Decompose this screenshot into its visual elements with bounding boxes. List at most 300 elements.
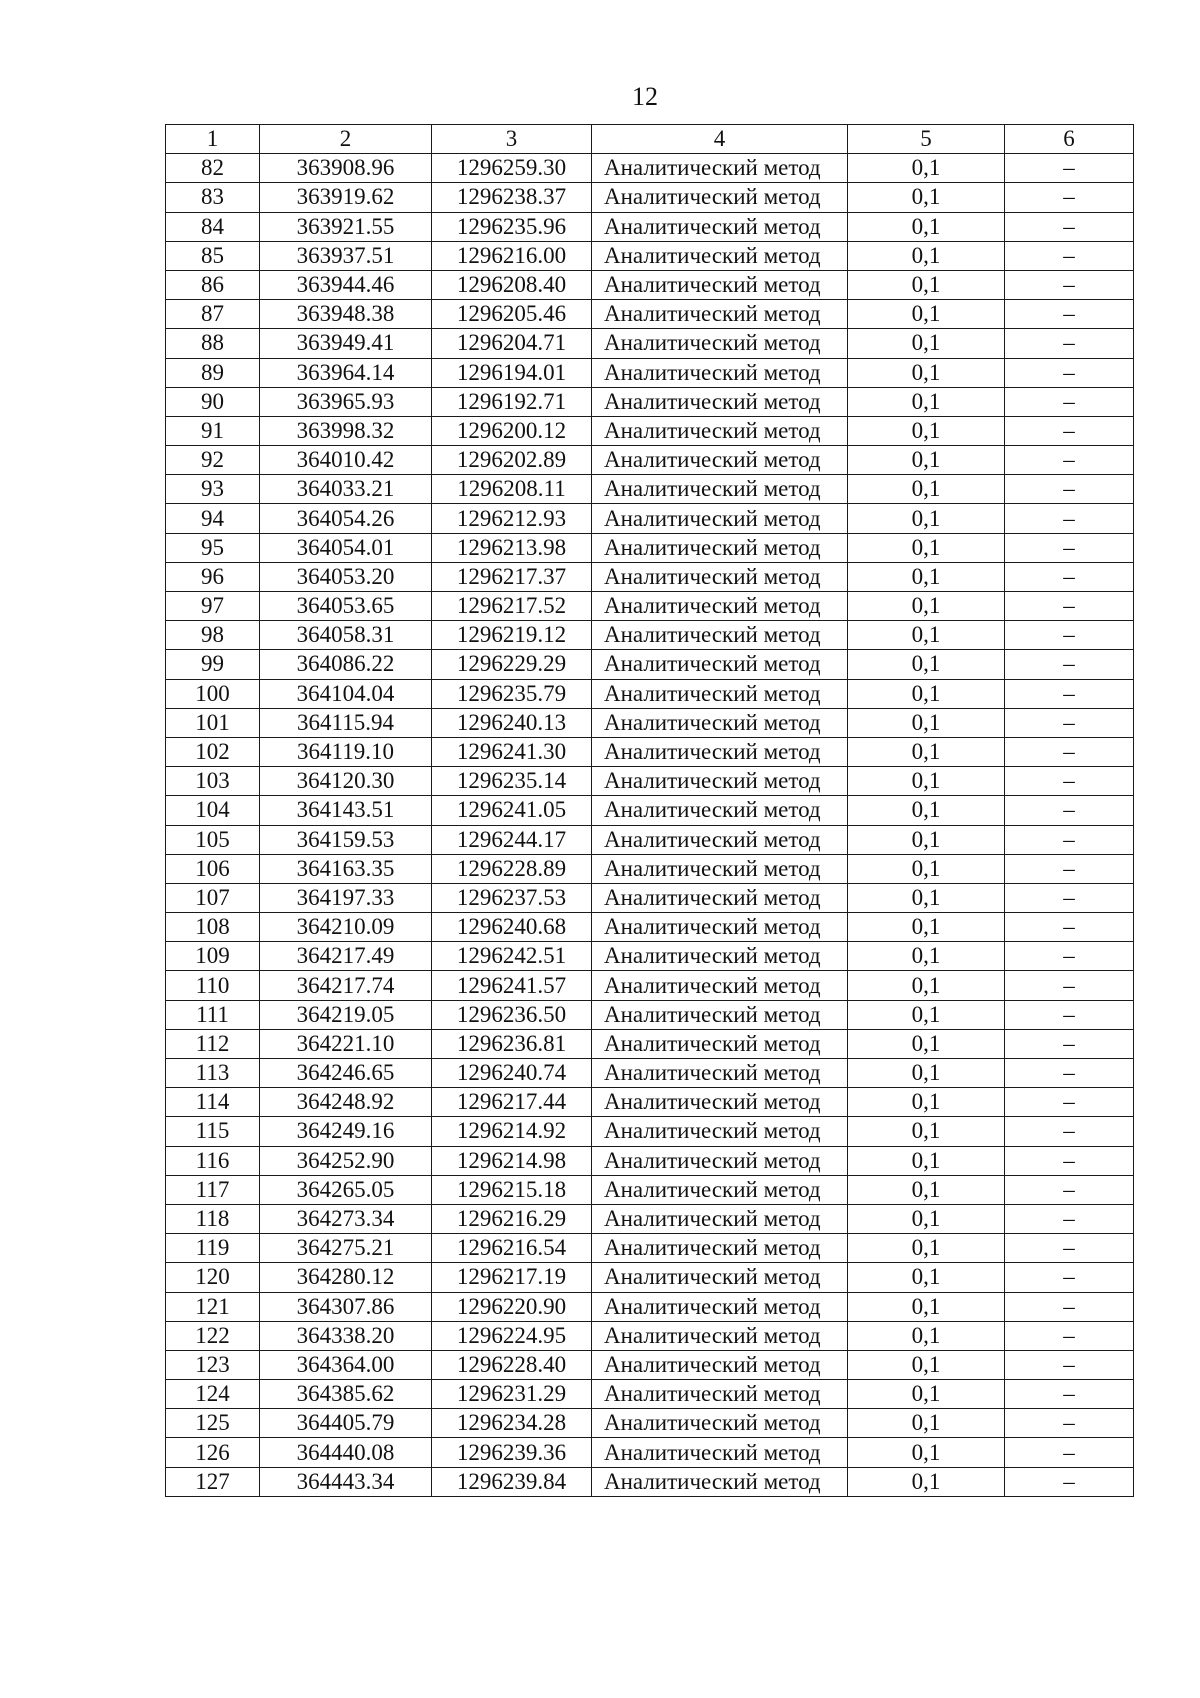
x-coordinate-cell: 364338.20 (260, 1321, 432, 1350)
point-number-cell: 91 (166, 416, 260, 445)
method-cell: Аналитический метод (592, 621, 848, 650)
column-header-4: 4 (592, 125, 848, 154)
y-coordinate-cell: 1296214.92 (432, 1117, 592, 1146)
point-number-cell: 103 (166, 767, 260, 796)
x-coordinate-cell: 364248.92 (260, 1088, 432, 1117)
note-cell: – (1005, 1292, 1134, 1321)
y-coordinate-cell: 1296216.29 (432, 1204, 592, 1233)
note-cell: – (1005, 300, 1134, 329)
point-number-cell: 94 (166, 504, 260, 533)
accuracy-cell: 0,1 (848, 1146, 1005, 1175)
point-number-cell: 115 (166, 1117, 260, 1146)
point-number-cell: 88 (166, 329, 260, 358)
accuracy-cell: 0,1 (848, 300, 1005, 329)
accuracy-cell: 0,1 (848, 1321, 1005, 1350)
point-number-cell: 125 (166, 1409, 260, 1438)
method-cell: Аналитический метод (592, 1263, 848, 1292)
method-cell: Аналитический метод (592, 796, 848, 825)
y-coordinate-cell: 1296219.12 (432, 621, 592, 650)
accuracy-cell: 0,1 (848, 737, 1005, 766)
accuracy-cell: 0,1 (848, 475, 1005, 504)
y-coordinate-cell: 1296217.52 (432, 592, 592, 621)
x-coordinate-cell: 363949.41 (260, 329, 432, 358)
column-header-3: 3 (432, 125, 592, 154)
accuracy-cell: 0,1 (848, 592, 1005, 621)
table-row (166, 533, 1134, 562)
x-coordinate-cell: 363921.55 (260, 212, 432, 241)
x-coordinate-cell: 363908.96 (260, 154, 432, 183)
table-row (166, 1175, 1134, 1204)
point-number-cell: 101 (166, 708, 260, 737)
y-coordinate-cell: 1296192.71 (432, 387, 592, 416)
point-number-cell: 96 (166, 562, 260, 591)
point-number-cell: 105 (166, 825, 260, 854)
table-row (166, 1234, 1134, 1263)
method-cell: Аналитический метод (592, 154, 848, 183)
x-coordinate-cell: 364219.05 (260, 1000, 432, 1029)
y-coordinate-cell: 1296229.29 (432, 650, 592, 679)
note-cell: – (1005, 825, 1134, 854)
x-coordinate-cell: 364053.65 (260, 592, 432, 621)
x-coordinate-cell: 364252.90 (260, 1146, 432, 1175)
x-coordinate-cell: 364443.34 (260, 1467, 432, 1496)
note-cell: – (1005, 708, 1134, 737)
table-row (166, 708, 1134, 737)
point-number-cell: 99 (166, 650, 260, 679)
accuracy-cell: 0,1 (848, 562, 1005, 591)
method-cell: Аналитический метод (592, 329, 848, 358)
x-coordinate-cell: 363964.14 (260, 358, 432, 387)
x-coordinate-cell: 364058.31 (260, 621, 432, 650)
table-row (166, 825, 1134, 854)
note-cell: – (1005, 1029, 1134, 1058)
note-cell: – (1005, 1146, 1134, 1175)
table-row (166, 504, 1134, 533)
y-coordinate-cell: 1296228.40 (432, 1350, 592, 1379)
point-number-cell: 121 (166, 1292, 260, 1321)
x-coordinate-cell: 364163.35 (260, 854, 432, 883)
y-coordinate-cell: 1296216.54 (432, 1234, 592, 1263)
note-cell: – (1005, 1438, 1134, 1467)
method-cell: Аналитический метод (592, 300, 848, 329)
table-row (166, 183, 1134, 212)
table-row (166, 679, 1134, 708)
y-coordinate-cell: 1296237.53 (432, 883, 592, 912)
method-cell: Аналитический метод (592, 1467, 848, 1496)
table-row (166, 1000, 1134, 1029)
y-coordinate-cell: 1296236.50 (432, 1000, 592, 1029)
note-cell: – (1005, 212, 1134, 241)
y-coordinate-cell: 1296244.17 (432, 825, 592, 854)
note-cell: – (1005, 475, 1134, 504)
accuracy-cell: 0,1 (848, 387, 1005, 416)
table-row (166, 1438, 1134, 1467)
y-coordinate-cell: 1296240.13 (432, 708, 592, 737)
method-cell: Аналитический метод (592, 1175, 848, 1204)
method-cell: Аналитический метод (592, 183, 848, 212)
point-number-cell: 111 (166, 1000, 260, 1029)
y-coordinate-cell: 1296217.19 (432, 1263, 592, 1292)
x-coordinate-cell: 363965.93 (260, 387, 432, 416)
x-coordinate-cell: 363937.51 (260, 241, 432, 270)
table-row (166, 446, 1134, 475)
method-cell: Аналитический метод (592, 358, 848, 387)
table-row (166, 1409, 1134, 1438)
x-coordinate-cell: 363944.46 (260, 270, 432, 299)
accuracy-cell: 0,1 (848, 1000, 1005, 1029)
accuracy-cell: 0,1 (848, 708, 1005, 737)
note-cell: – (1005, 270, 1134, 299)
table-row (166, 1263, 1134, 1292)
y-coordinate-cell: 1296205.46 (432, 300, 592, 329)
y-coordinate-cell: 1296204.71 (432, 329, 592, 358)
method-cell: Аналитический метод (592, 971, 848, 1000)
point-number-cell: 127 (166, 1467, 260, 1496)
note-cell: – (1005, 1321, 1134, 1350)
accuracy-cell: 0,1 (848, 1409, 1005, 1438)
accuracy-cell: 0,1 (848, 621, 1005, 650)
accuracy-cell: 0,1 (848, 971, 1005, 1000)
accuracy-cell: 0,1 (848, 913, 1005, 942)
accuracy-cell: 0,1 (848, 1088, 1005, 1117)
note-cell: – (1005, 241, 1134, 270)
note-cell: – (1005, 446, 1134, 475)
method-cell: Аналитический метод (592, 913, 848, 942)
table-row (166, 971, 1134, 1000)
note-cell: – (1005, 913, 1134, 942)
table-row (166, 1321, 1134, 1350)
note-cell: – (1005, 942, 1134, 971)
table-row (166, 650, 1134, 679)
point-number-cell: 98 (166, 621, 260, 650)
accuracy-cell: 0,1 (848, 1380, 1005, 1409)
accuracy-cell: 0,1 (848, 942, 1005, 971)
y-coordinate-cell: 1296235.96 (432, 212, 592, 241)
method-cell: Аналитический метод (592, 504, 848, 533)
accuracy-cell: 0,1 (848, 825, 1005, 854)
y-coordinate-cell: 1296217.44 (432, 1088, 592, 1117)
point-number-cell: 112 (166, 1029, 260, 1058)
method-cell: Аналитический метод (592, 767, 848, 796)
note-cell: – (1005, 592, 1134, 621)
note-cell: – (1005, 679, 1134, 708)
point-number-cell: 117 (166, 1175, 260, 1204)
point-number-cell: 85 (166, 241, 260, 270)
table-row (166, 796, 1134, 825)
accuracy-cell: 0,1 (848, 1117, 1005, 1146)
note-cell: – (1005, 1467, 1134, 1496)
note-cell: – (1005, 1234, 1134, 1263)
table-row (166, 241, 1134, 270)
table-row (166, 1350, 1134, 1379)
accuracy-cell: 0,1 (848, 416, 1005, 445)
x-coordinate-cell: 364246.65 (260, 1059, 432, 1088)
x-coordinate-cell: 364210.09 (260, 913, 432, 942)
table-row (166, 942, 1134, 971)
x-coordinate-cell: 364273.34 (260, 1204, 432, 1233)
point-number-cell: 95 (166, 533, 260, 562)
method-cell: Аналитический метод (592, 942, 848, 971)
method-cell: Аналитический метод (592, 1350, 848, 1379)
table-row (166, 737, 1134, 766)
accuracy-cell: 0,1 (848, 1175, 1005, 1204)
accuracy-cell: 0,1 (848, 1438, 1005, 1467)
x-coordinate-cell: 363919.62 (260, 183, 432, 212)
x-coordinate-cell: 364217.74 (260, 971, 432, 1000)
accuracy-cell: 0,1 (848, 650, 1005, 679)
point-number-cell: 84 (166, 212, 260, 241)
column-header-1: 1 (166, 125, 260, 154)
point-number-cell: 110 (166, 971, 260, 1000)
note-cell: – (1005, 650, 1134, 679)
accuracy-cell: 0,1 (848, 679, 1005, 708)
x-coordinate-cell: 364119.10 (260, 737, 432, 766)
note-cell: – (1005, 533, 1134, 562)
method-cell: Аналитический метод (592, 1029, 848, 1058)
table-row (166, 1292, 1134, 1321)
y-coordinate-cell: 1296217.37 (432, 562, 592, 591)
method-cell: Аналитический метод (592, 1321, 848, 1350)
method-cell: Аналитический метод (592, 241, 848, 270)
accuracy-cell: 0,1 (848, 329, 1005, 358)
x-coordinate-cell: 364280.12 (260, 1263, 432, 1292)
accuracy-cell: 0,1 (848, 854, 1005, 883)
point-number-cell: 118 (166, 1204, 260, 1233)
accuracy-cell: 0,1 (848, 241, 1005, 270)
table-row (166, 154, 1134, 183)
accuracy-cell: 0,1 (848, 1204, 1005, 1233)
point-number-cell: 113 (166, 1059, 260, 1088)
note-cell: – (1005, 971, 1134, 1000)
column-header-5: 5 (848, 125, 1005, 154)
point-number-cell: 119 (166, 1234, 260, 1263)
point-number-cell: 87 (166, 300, 260, 329)
table-row (166, 854, 1134, 883)
y-coordinate-cell: 1296259.30 (432, 154, 592, 183)
y-coordinate-cell: 1296239.84 (432, 1467, 592, 1496)
table-row (166, 1059, 1134, 1088)
accuracy-cell: 0,1 (848, 270, 1005, 299)
y-coordinate-cell: 1296194.01 (432, 358, 592, 387)
y-coordinate-cell: 1296228.89 (432, 854, 592, 883)
note-cell: – (1005, 504, 1134, 533)
x-coordinate-cell: 364265.05 (260, 1175, 432, 1204)
table-row (166, 592, 1134, 621)
note-cell: – (1005, 883, 1134, 912)
point-number-cell: 92 (166, 446, 260, 475)
table-row (166, 621, 1134, 650)
x-coordinate-cell: 364159.53 (260, 825, 432, 854)
point-number-cell: 100 (166, 679, 260, 708)
note-cell: – (1005, 1409, 1134, 1438)
note-cell: – (1005, 1263, 1134, 1292)
note-cell: – (1005, 183, 1134, 212)
table-row (166, 883, 1134, 912)
point-number-cell: 122 (166, 1321, 260, 1350)
x-coordinate-cell: 364249.16 (260, 1117, 432, 1146)
x-coordinate-cell: 364221.10 (260, 1029, 432, 1058)
y-coordinate-cell: 1296231.29 (432, 1380, 592, 1409)
point-number-cell: 114 (166, 1088, 260, 1117)
accuracy-cell: 0,1 (848, 212, 1005, 241)
method-cell: Аналитический метод (592, 1059, 848, 1088)
table-row (166, 913, 1134, 942)
method-cell: Аналитический метод (592, 679, 848, 708)
table-row (166, 1467, 1134, 1496)
note-cell: – (1005, 1350, 1134, 1379)
point-number-cell: 89 (166, 358, 260, 387)
accuracy-cell: 0,1 (848, 1263, 1005, 1292)
note-cell: – (1005, 416, 1134, 445)
x-coordinate-cell: 364120.30 (260, 767, 432, 796)
method-cell: Аналитический метод (592, 737, 848, 766)
method-cell: Аналитический метод (592, 883, 848, 912)
point-number-cell: 123 (166, 1350, 260, 1379)
note-cell: – (1005, 1000, 1134, 1029)
method-cell: Аналитический метод (592, 387, 848, 416)
accuracy-cell: 0,1 (848, 358, 1005, 387)
y-coordinate-cell: 1296224.95 (432, 1321, 592, 1350)
point-number-cell: 83 (166, 183, 260, 212)
point-number-cell: 82 (166, 154, 260, 183)
x-coordinate-cell: 364054.26 (260, 504, 432, 533)
note-cell: – (1005, 358, 1134, 387)
x-coordinate-cell: 364405.79 (260, 1409, 432, 1438)
point-number-cell: 107 (166, 883, 260, 912)
method-cell: Аналитический метод (592, 1409, 848, 1438)
table-row (166, 1204, 1134, 1233)
y-coordinate-cell: 1296240.68 (432, 913, 592, 942)
note-cell: – (1005, 796, 1134, 825)
y-coordinate-cell: 1296235.79 (432, 679, 592, 708)
table-row (166, 416, 1134, 445)
x-coordinate-cell: 364143.51 (260, 796, 432, 825)
accuracy-cell: 0,1 (848, 1350, 1005, 1379)
note-cell: – (1005, 621, 1134, 650)
method-cell: Аналитический метод (592, 1204, 848, 1233)
point-number-cell: 109 (166, 942, 260, 971)
y-coordinate-cell: 1296241.57 (432, 971, 592, 1000)
point-number-cell: 93 (166, 475, 260, 504)
method-cell: Аналитический метод (592, 1117, 848, 1146)
x-coordinate-cell: 364033.21 (260, 475, 432, 504)
method-cell: Аналитический метод (592, 416, 848, 445)
point-number-cell: 102 (166, 737, 260, 766)
note-cell: – (1005, 1059, 1134, 1088)
x-coordinate-cell: 364440.08 (260, 1438, 432, 1467)
x-coordinate-cell: 364104.04 (260, 679, 432, 708)
point-number-cell: 126 (166, 1438, 260, 1467)
method-cell: Аналитический метод (592, 708, 848, 737)
y-coordinate-cell: 1296234.28 (432, 1409, 592, 1438)
y-coordinate-cell: 1296238.37 (432, 183, 592, 212)
note-cell: – (1005, 562, 1134, 591)
table-row (166, 1380, 1134, 1409)
y-coordinate-cell: 1296241.05 (432, 796, 592, 825)
accuracy-cell: 0,1 (848, 1467, 1005, 1496)
method-cell: Аналитический метод (592, 1234, 848, 1263)
method-cell: Аналитический метод (592, 650, 848, 679)
note-cell: – (1005, 767, 1134, 796)
x-coordinate-cell: 364275.21 (260, 1234, 432, 1263)
method-cell: Аналитический метод (592, 592, 848, 621)
x-coordinate-cell: 364385.62 (260, 1380, 432, 1409)
point-number-cell: 108 (166, 913, 260, 942)
y-coordinate-cell: 1296216.00 (432, 241, 592, 270)
note-cell: – (1005, 854, 1134, 883)
note-cell: – (1005, 329, 1134, 358)
accuracy-cell: 0,1 (848, 154, 1005, 183)
y-coordinate-cell: 1296239.36 (432, 1438, 592, 1467)
accuracy-cell: 0,1 (848, 504, 1005, 533)
coordinates-table (165, 124, 1134, 1497)
point-number-cell: 86 (166, 270, 260, 299)
point-number-cell: 124 (166, 1380, 260, 1409)
note-cell: – (1005, 1117, 1134, 1146)
table-row (166, 1146, 1134, 1175)
note-cell: – (1005, 1088, 1134, 1117)
point-number-cell: 104 (166, 796, 260, 825)
table-row (166, 1117, 1134, 1146)
y-coordinate-cell: 1296236.81 (432, 1029, 592, 1058)
y-coordinate-cell: 1296242.51 (432, 942, 592, 971)
point-number-cell: 120 (166, 1263, 260, 1292)
note-cell: – (1005, 1380, 1134, 1409)
table-row (166, 270, 1134, 299)
accuracy-cell: 0,1 (848, 1292, 1005, 1321)
table-row (166, 212, 1134, 241)
note-cell: – (1005, 1204, 1134, 1233)
column-header-2: 2 (260, 125, 432, 154)
note-cell: – (1005, 737, 1134, 766)
x-coordinate-cell: 364197.33 (260, 883, 432, 912)
point-number-cell: 106 (166, 854, 260, 883)
method-cell: Аналитический метод (592, 1292, 848, 1321)
y-coordinate-cell: 1296212.93 (432, 504, 592, 533)
y-coordinate-cell: 1296235.14 (432, 767, 592, 796)
table-row (166, 300, 1134, 329)
accuracy-cell: 0,1 (848, 883, 1005, 912)
accuracy-cell: 0,1 (848, 533, 1005, 562)
x-coordinate-cell: 364054.01 (260, 533, 432, 562)
x-coordinate-cell: 364307.86 (260, 1292, 432, 1321)
method-cell: Аналитический метод (592, 1380, 848, 1409)
accuracy-cell: 0,1 (848, 183, 1005, 212)
table-row (166, 562, 1134, 591)
table-row (166, 767, 1134, 796)
note-cell: – (1005, 154, 1134, 183)
accuracy-cell: 0,1 (848, 796, 1005, 825)
x-coordinate-cell: 364010.42 (260, 446, 432, 475)
accuracy-cell: 0,1 (848, 1234, 1005, 1263)
table-row (166, 387, 1134, 416)
table-body (166, 154, 1134, 1497)
method-cell: Аналитический метод (592, 212, 848, 241)
table-row (166, 1088, 1134, 1117)
table-row (166, 358, 1134, 387)
y-coordinate-cell: 1296208.11 (432, 475, 592, 504)
column-header-6: 6 (1005, 125, 1134, 154)
method-cell: Аналитический метод (592, 1146, 848, 1175)
accuracy-cell: 0,1 (848, 767, 1005, 796)
method-cell: Аналитический метод (592, 1088, 848, 1117)
y-coordinate-cell: 1296213.98 (432, 533, 592, 562)
table-row (166, 329, 1134, 358)
table-row (166, 475, 1134, 504)
x-coordinate-cell: 364217.49 (260, 942, 432, 971)
page-number: 12 (632, 82, 658, 111)
method-cell: Аналитический метод (592, 533, 848, 562)
